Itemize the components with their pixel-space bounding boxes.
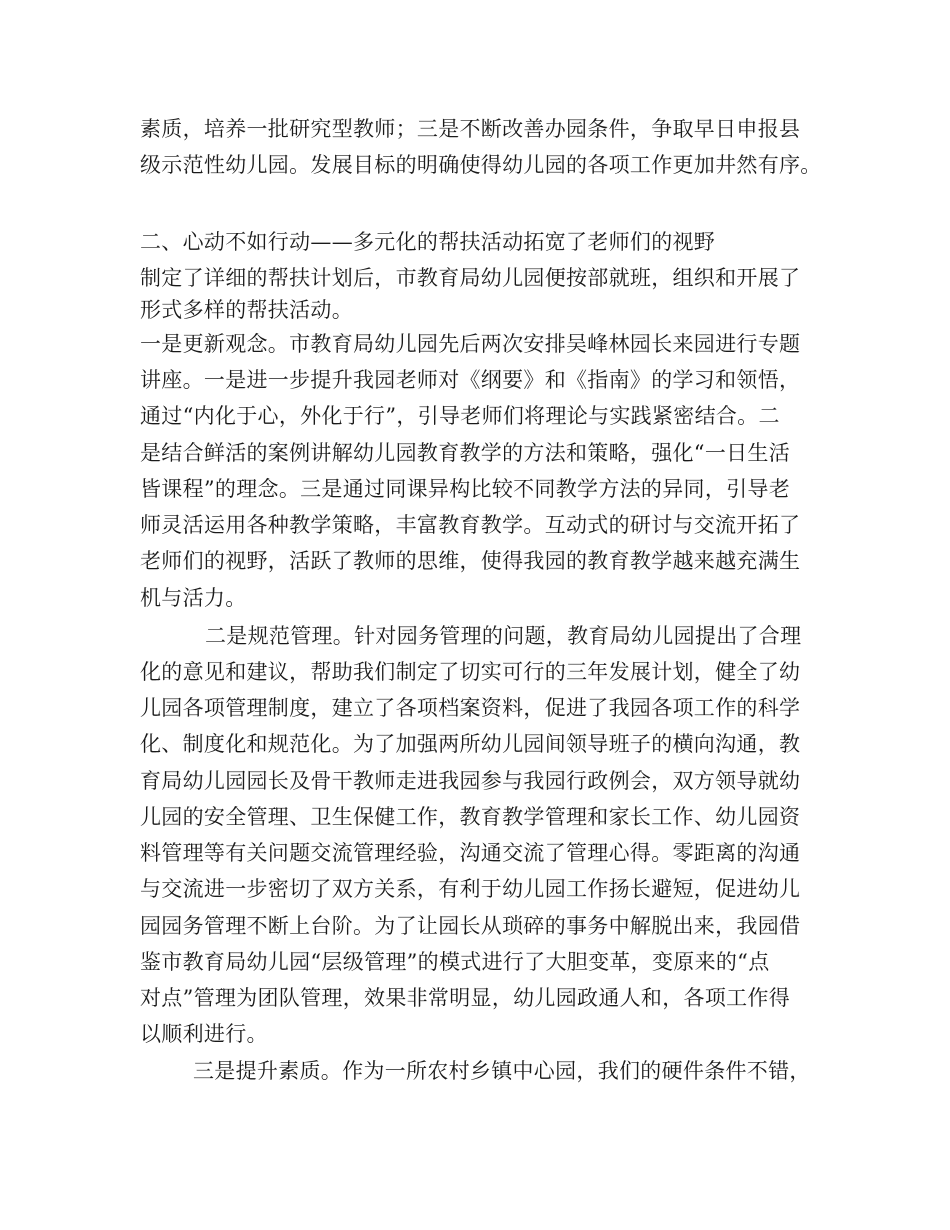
text-line: 师灵活运用各种教学策略，丰富教育教学。互动式的研讨与交流开拓了 — [140, 513, 801, 537]
text-line: 级示范性幼儿园。发展目标的明确使得幼儿园的各项工作更加井然有序。 — [140, 153, 822, 177]
text-line: 儿园各项管理制度，建立了各项档案资料，促进了我园各项工作的科学 — [140, 696, 801, 720]
text-line: 一是更新观念。市教育局幼儿园先后两次安排吴峰林园长来园进行专题 — [140, 332, 801, 356]
text-line: 化的意见和建议，帮助我们制定了切实可行的三年发展计划，健全了幼 — [140, 660, 801, 684]
text-line: 育局幼儿园园长及骨干教师走进我园参与我园行政例会，双方领导就幼 — [140, 769, 801, 793]
text-line: 机与活力。 — [140, 586, 247, 610]
text-line: 素质，培养一批研究型教师；三是不断改善办园条件，争取早日申报县 — [140, 117, 801, 141]
text-line: 制定了详细的帮扶计划后，市教育局幼儿园便按部就班，组织和开展了 — [140, 266, 801, 290]
text-line: 老师们的视野，活跃了教师的思维，使得我园的教育教学越来越充满生 — [140, 549, 801, 573]
text-line: 皆课程”的理念。三是通过同课异构比较不同教学方法的异同，引导老 — [140, 477, 791, 501]
text-line: 三是提升素质。作为一所农村乡镇中心园，我们的硬件条件不错， — [193, 1059, 811, 1083]
text-line: 化、制度化和规范化。为了加强两所幼儿园间领导班子的横向沟通，教 — [140, 732, 801, 756]
text-line: 以顺利进行。 — [140, 1022, 268, 1046]
section-heading: 二、心动不如行动——多元化的帮扶活动拓宽了老师们的视野 — [140, 230, 716, 254]
text-line: 是结合鲜活的案例讲解幼儿园教育教学的方法和策略，强化“一日生活 — [140, 441, 791, 465]
text-line: 二是规范管理。针对园务管理的问题，教育局幼儿园提出了合理 — [205, 624, 802, 648]
text-line: 儿园的安全管理、卫生保健工作，教育教学管理和家长工作、幼儿园资 — [140, 805, 801, 829]
text-line: 形式多样的帮扶活动。 — [140, 298, 353, 322]
text-line: 通过“内化于心，外化于行”，引导老师们将理论与实践紧密结合。二 — [140, 404, 780, 428]
text-line: 鉴市教育局幼儿园“层级管理”的模式进行了大胆变革，变原来的“点 — [140, 950, 770, 974]
text-line: 对点”管理为团队管理，效果非常明显，幼儿园政通人和，各项工作得 — [140, 986, 791, 1010]
text-line: 园园务管理不断上台阶。为了让园长从琐碎的事务中解脱出来，我园借 — [140, 914, 801, 938]
text-line: 讲座。一是进一步提升我园老师对《纲要》和《指南》的学习和领悟， — [140, 368, 801, 392]
text-line: 与交流进一步密切了双方关系，有利于幼儿园工作扬长避短，促进幼儿 — [140, 877, 801, 901]
text-line: 料管理等有关问题交流管理经验，沟通交流了管理心得。零距离的沟通 — [140, 841, 801, 865]
